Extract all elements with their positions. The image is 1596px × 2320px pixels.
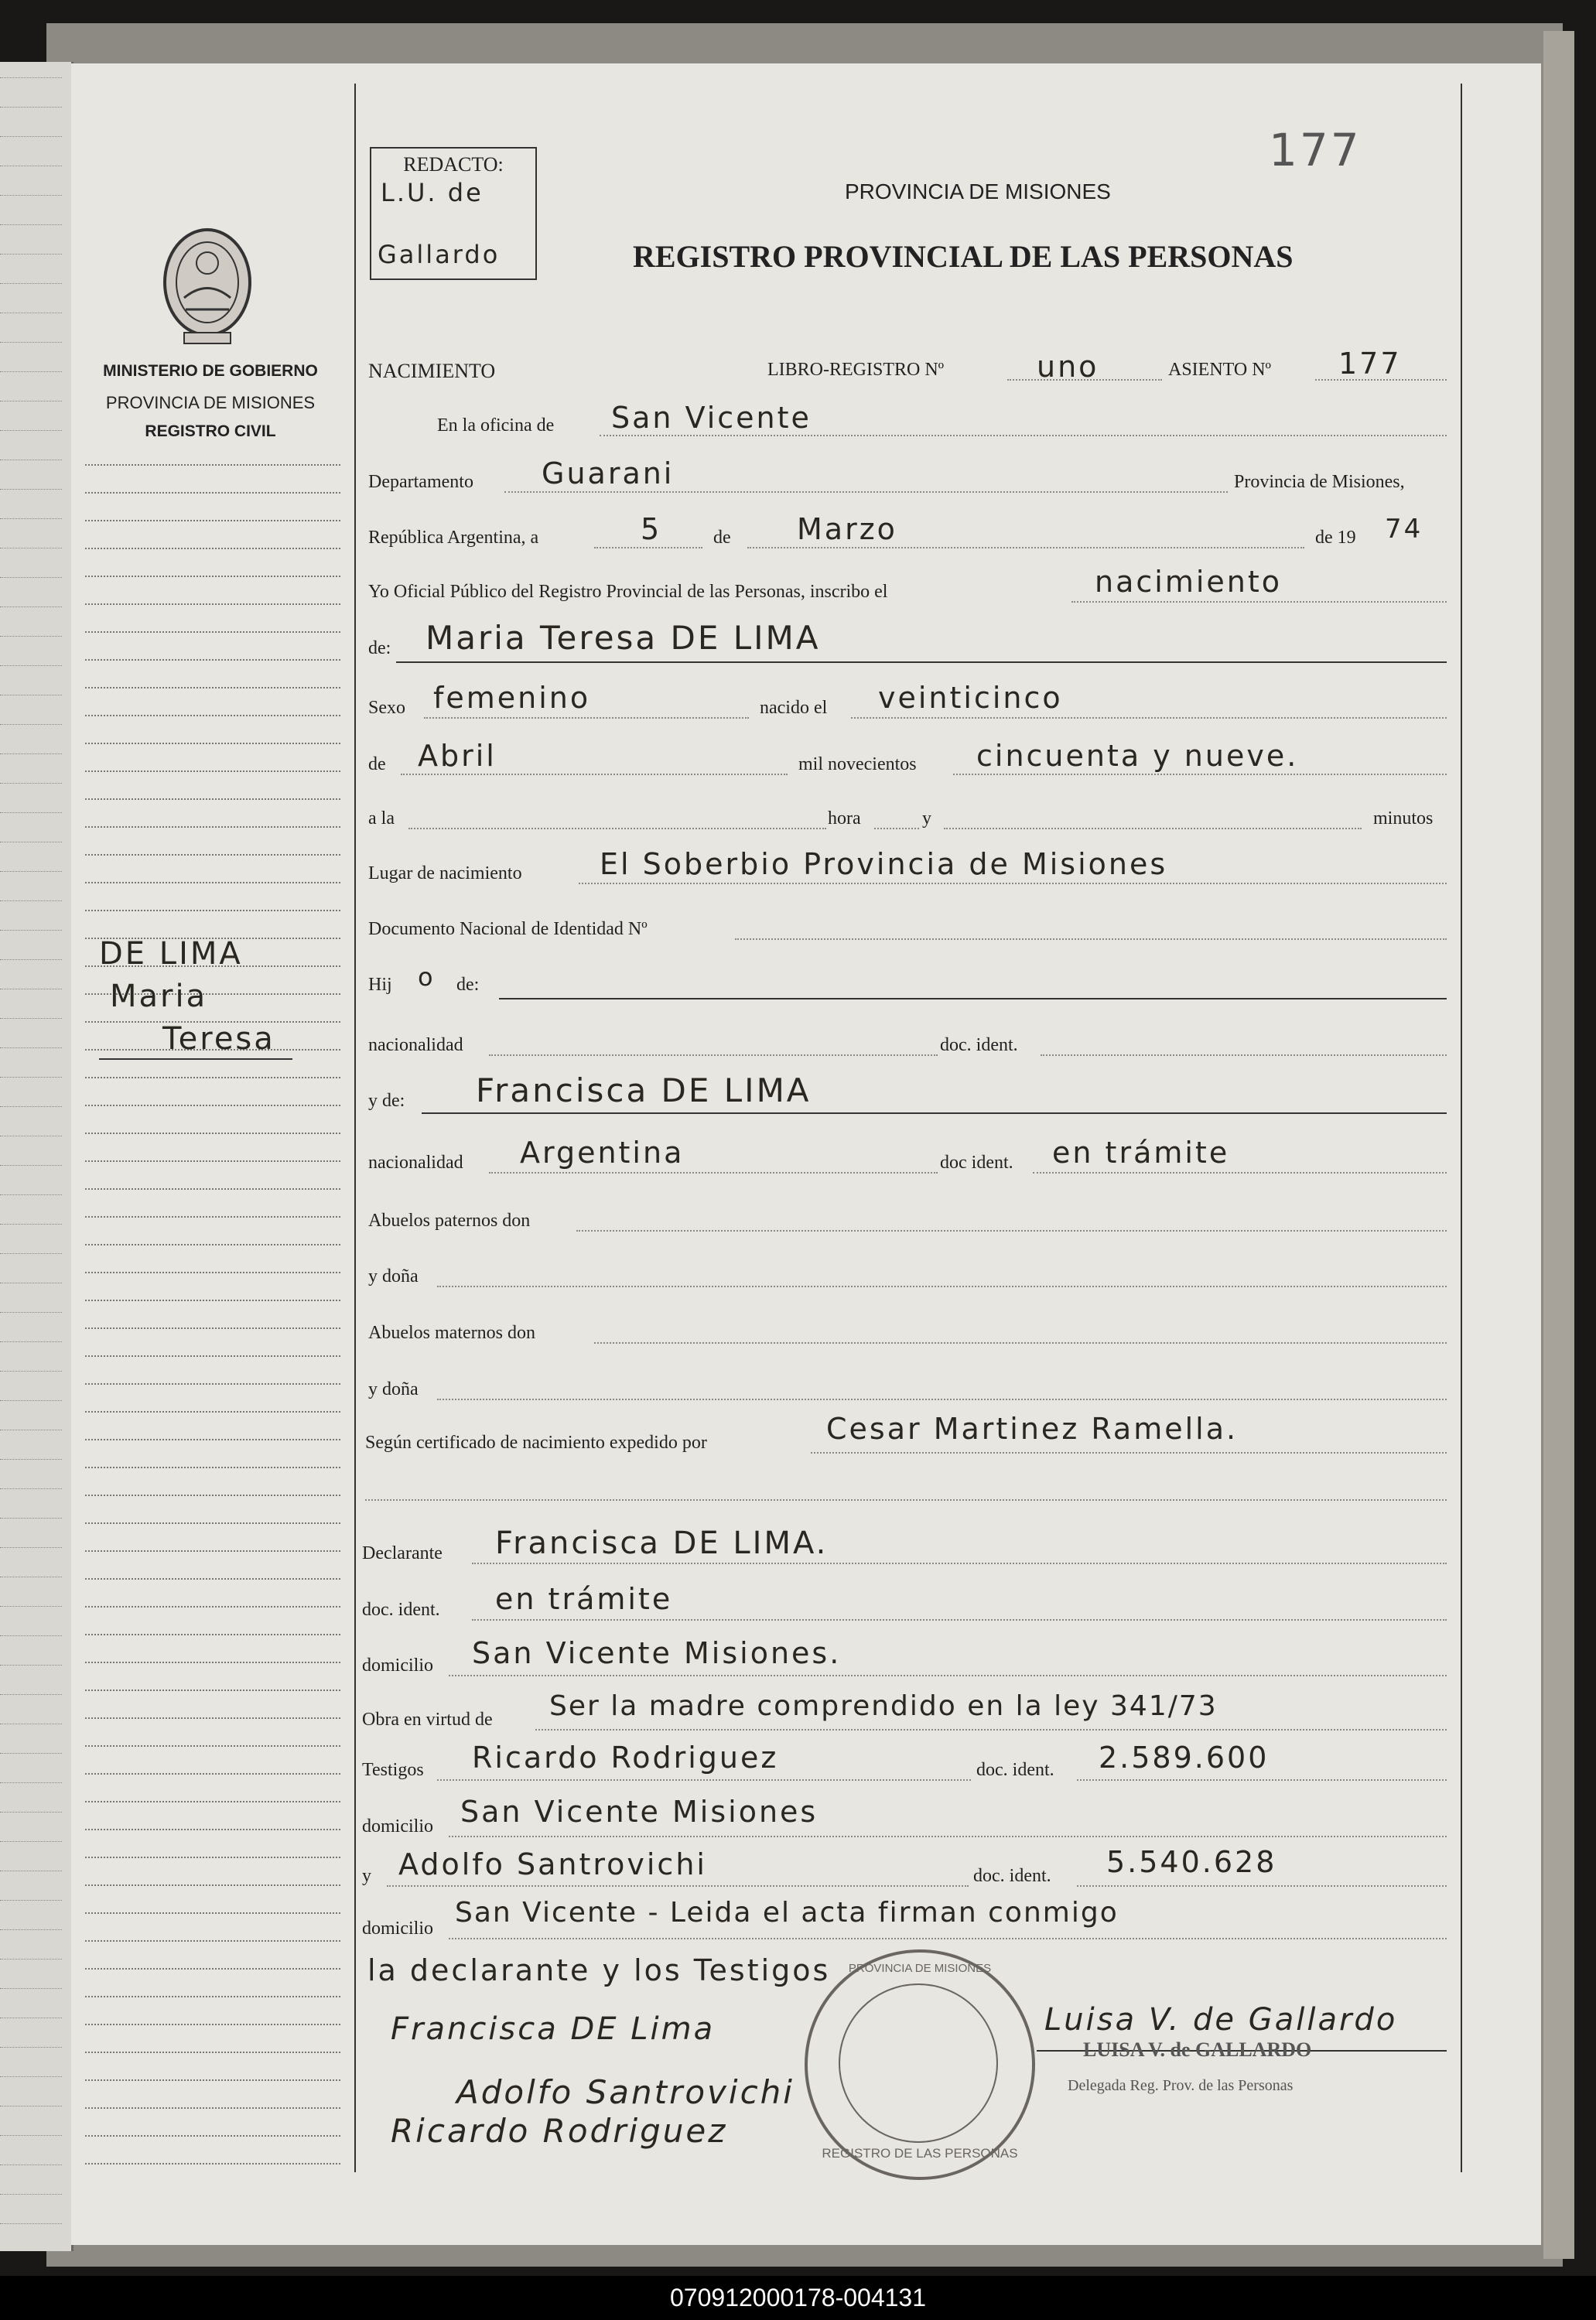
margin-ruled-line [85,1077,340,1078]
margin-ruled-line [85,1300,340,1301]
record-type: NACIMIENTO [368,360,496,382]
oficial-printed-title: Delegada Reg. Prov. de las Personas [1068,2077,1294,2094]
margin-ruled-line [85,464,340,466]
obra-label: Obra en virtud de [362,1710,493,1730]
sexo-label: Sexo [368,698,405,718]
redacto-label: REDACTO: [403,153,504,176]
nac1-label: nacionalidad [368,1035,463,1055]
docident1-line [1041,1054,1447,1056]
facing-ruled-line [0,636,62,637]
facing-ruled-line [0,1165,62,1166]
facing-ruled-line [0,900,62,901]
margin-ruled-line [85,1884,340,1886]
sexo-line [424,717,749,719]
province-heading: PROVINCIA DE MISIONES [845,179,1111,203]
facing-ruled-line [0,1371,62,1372]
facing-ruled-line [0,1459,62,1460]
year2-value: cincuenta y nueve. [976,739,1299,773]
inscribo-value: nacimiento [1095,565,1283,599]
nac1-line [489,1054,938,1056]
lugar-line [579,883,1447,884]
lugar-value: El Soberbio Provincia de Misiones [600,847,1168,881]
margin-ruled-line [85,715,340,716]
right-rule [1461,84,1462,2172]
page-title: REGISTRO PROVINCIAL DE LAS PERSONAS [633,239,1294,274]
margin-ruled-line [85,631,340,633]
facing-ruled-line [0,1047,62,1048]
testigo2-line [387,1885,969,1887]
facing-ruled-line [0,283,62,284]
facing-ruled-line [0,606,62,607]
facing-ruled-line [0,1488,62,1489]
year2-line [953,774,1447,775]
margin-ruled-line [85,1801,340,1802]
continuation-line: la declarante y los Testigos [367,1953,831,1987]
signature-testigo2: Adolfo Santrovichi [456,2073,795,2111]
facing-ruled-line [0,224,62,225]
ala-label: a la [368,808,395,829]
margin-ruled-line [85,1717,340,1719]
libro-label: LIBRO-REGISTRO Nº [767,360,945,380]
facing-ruled-line [0,1312,62,1313]
margin-ruled-line [85,687,340,688]
docident4-label: doc. ident. [976,1760,1054,1780]
margin-ruled-line [85,1383,340,1385]
nac2-label: nacionalidad [368,1153,463,1173]
inscribo-label: Yo Oficial Público del Registro Provincial de las Personas, inscribo el [368,582,888,602]
margin-ruled-line [85,603,340,605]
margin-ruled-line [85,1522,340,1524]
y-label: y [922,808,931,829]
nacido-value: veinticinco [878,681,1063,715]
ministry-line1: MINISTERIO DE GOBIERNO [103,362,318,380]
facing-ruled-line [0,342,62,343]
madre-line [422,1112,1447,1114]
margin-ruled-line [85,1188,340,1190]
hora-label: hora [828,808,861,829]
margin-ruled-line [85,1690,340,1691]
margin-ruled-line [85,798,340,800]
facing-ruled-line [0,518,62,519]
asiento-label: ASIENTO Nº [1168,360,1271,380]
departamento-label: Departamento [368,472,473,492]
margin-ruled-line [85,1634,340,1635]
margin-ruled-line [85,1272,340,1273]
margin-ruled-line [85,743,340,744]
facing-ruled-line [0,1253,62,1254]
docident5-line [1077,1885,1447,1887]
year-value: 74 [1385,514,1423,545]
facing-ruled-line [0,1077,62,1078]
testigo1-line [437,1779,971,1781]
inscribo-line [1071,601,1447,603]
declarante-value: Francisca DE LIMA. [495,1526,829,1561]
minutos-line [944,828,1362,829]
facing-ruled-line [0,1606,62,1607]
docident2-value: en trámite [1052,1136,1230,1170]
margin-ruled-line [85,854,340,856]
obra-line [535,1729,1447,1731]
signature-oficial: Luisa V. de Gallardo [1044,2002,1398,2038]
margin-ruled-line [85,1216,340,1218]
margin-ruled-line [85,1495,340,1496]
facing-ruled-line [0,1547,62,1548]
month-line [747,547,1304,548]
hijo-label: Hij [368,975,392,995]
declarante-label: Declarante [362,1543,443,1563]
abpat-line [576,1230,1447,1232]
margin-ruled-line [85,1829,340,1830]
margin-surname: DE LIMA [99,936,243,972]
registry-seal [805,1949,1035,2180]
ydona2-label: y doña [368,1379,419,1399]
facing-ruled-line [0,2076,62,2077]
facing-ruled-line [0,430,62,431]
nac2-value: Argentina [520,1136,685,1170]
ydona2-line [437,1399,1447,1400]
margin-ruled-line [85,1244,340,1245]
facing-ruled-line [0,1400,62,1401]
margin-ruled-line [85,1355,340,1357]
padre-line [499,998,1447,999]
margin-ruled-line [85,1439,340,1440]
asiento-value: 177 [1338,347,1402,381]
domicilio1-value: San Vicente Misiones. [472,1636,842,1670]
name-de-label: de: [368,638,391,658]
lugar-label: Lugar de nacimiento [368,863,522,883]
madre-value: Francisca DE LIMA [476,1071,812,1109]
domicilio3-label: domicilio [362,1919,433,1939]
ydona1-label: y doña [368,1266,419,1286]
hijo-suffix: o [418,962,436,992]
domicilio2-label: domicilio [362,1816,433,1837]
domicilio3-value: San Vicente - Leida el acta firman conmigo [455,1897,1119,1929]
minutos-label: minutos [1373,808,1434,829]
facing-ruled-line [0,254,62,255]
domicilio2-line [449,1836,1447,1837]
ministry-line3: REGISTRO CIVIL [145,422,276,440]
abpat-label: Abuelos paternos don [368,1211,531,1231]
docident5-label: doc. ident. [973,1866,1051,1886]
coat-of-arms-icon [161,224,254,348]
oficina-label: En la oficina de [437,415,555,436]
margin-ruled-line [85,2024,340,2025]
docident3-value: en trámite [495,1582,673,1616]
docident4-value: 2.589.600 [1099,1741,1270,1775]
facing-ruled-line [0,489,62,490]
domicilio2-value: San Vicente Misiones [460,1795,819,1829]
margin-ruled-line [85,1327,340,1329]
oficial-printed-name: LUISA V. de GALLARDO [1083,2038,1312,2061]
facing-ruled-line [0,1018,62,1019]
facing-ruled-line [0,1929,62,1930]
testigo1-value: Ricardo Rodriguez [472,1741,779,1775]
facing-ruled-line [0,1665,62,1666]
nac2-line [489,1172,938,1174]
facing-ruled-line [0,1518,62,1519]
de3-label: de [368,754,386,774]
sexo-value: femenino [433,681,591,715]
margin-name-underline [99,1058,292,1060]
margin-ruled-line [85,2163,340,2165]
facing-ruled-line [0,2047,62,2048]
provincia-label: Provincia de Misiones, [1234,472,1405,492]
margin-ruled-line [85,1578,340,1580]
margin-ruled-line [85,2135,340,2137]
facing-ruled-line [0,2223,62,2224]
margin-ruled-line [85,1105,340,1106]
margin-ruled-line [85,1467,340,1468]
dni-line [735,938,1447,940]
margin-ruled-line [85,1996,340,1997]
docident2-label: doc ident. [940,1153,1013,1173]
margin-ruled-line [85,1662,340,1663]
facing-ruled-line [0,577,62,578]
nacido-line [851,717,1447,719]
margin-ruled-line [85,770,340,772]
departamento-value: Guarani [542,456,675,490]
facing-ruled-line [0,371,62,372]
republica-label: República Argentina, a [368,528,539,548]
abmat-label: Abuelos maternos don [368,1323,535,1343]
book-edge [1543,31,1574,2259]
margin-ruled-line [85,826,340,828]
dni-label: Documento Nacional de Identidad Nº [368,919,648,939]
facing-ruled-line [0,1812,62,1813]
month-value: Marzo [797,512,897,546]
docident5-value: 5.540.628 [1106,1845,1277,1879]
sheet-number: 177 [1269,124,1362,176]
facing-ruled-line [0,136,62,137]
facing-ruled-line [0,1959,62,1960]
yde-label: y de: [368,1091,405,1111]
facing-ruled-line [0,1782,62,1783]
docident4-line [1077,1779,1447,1781]
facing-ruled-line [0,753,62,754]
ydona1-line [437,1286,1447,1287]
margin-ruled-line [85,520,340,521]
facing-ruled-line [0,195,62,196]
redacto-hand2: Gallardo [378,240,501,269]
hora2-line [874,828,919,829]
margin-ruled-line [85,492,340,494]
seal-text-top: PROVINCIA DE MISIONES [848,1962,992,1975]
month2-line [401,774,788,775]
departamento-line [504,491,1228,493]
day-line [594,547,702,548]
cert-label: Según certificado de nacimiento expedido por [365,1433,707,1453]
margin-ruled-line [85,882,340,883]
redacto-hand1: L.U. de [381,178,484,207]
facing-ruled-line [0,1694,62,1695]
day-value: 5 [641,512,662,546]
facing-ruled-line [0,812,62,813]
facing-ruled-line [0,1753,62,1754]
facing-ruled-line [0,1341,62,1342]
hijo-de-label: de: [456,975,480,995]
facing-ruled-line [0,1194,62,1195]
facing-ruled-line [0,871,62,872]
facing-ruled-line [0,724,62,725]
domicilio1-line [449,1675,1447,1676]
oficina-value: San Vicente [611,401,812,435]
facing-ruled-line [0,665,62,666]
margin-ruled-line [85,2107,340,2109]
libro-value: uno [1037,350,1099,384]
margin-ruled-line [85,1857,340,1858]
obra-value: Ser la madre comprendido en la ley 341/73 [549,1690,1218,1722]
facing-ruled-line [0,959,62,960]
hora-line [408,828,826,829]
nacido-label: nacido el [760,698,828,718]
docident3-label: doc. ident. [362,1600,440,1620]
margin-ruled-line [85,1773,340,1775]
docident2-line [1033,1172,1447,1174]
domicilio1-label: domicilio [362,1655,433,1676]
facing-ruled-line [0,77,62,78]
facing-ruled-line [0,1106,62,1107]
name-value: Maria Teresa DE LIMA [425,619,821,657]
margin-given1: Maria [110,979,208,1014]
signature-declarante: Francisca DE Lima [391,2011,716,2047]
margin-ruled-line [85,1912,340,1914]
margin-ruled-line [85,2079,340,2081]
facing-page [0,62,73,2251]
facing-ruled-line [0,2135,62,2136]
margin-ruled-line [85,1940,340,1942]
name-line [396,661,1447,663]
margin-rule [354,84,356,2172]
year-label: de 19 [1315,528,1356,548]
margin-ruled-line [85,1968,340,1970]
declarante-line [472,1563,1447,1564]
seal-text-bottom: REGISTRO DE LAS PERSONAS [822,2146,1018,2161]
archive-id-bar [0,2276,1596,2320]
facing-ruled-line [0,107,62,108]
testigos-label: Testigos [362,1760,424,1780]
redacto-box [370,147,537,280]
margin-ruled-line [85,1606,340,1608]
cert-line2 [365,1499,1447,1501]
facing-ruled-line [0,2194,62,2195]
oficina-line [600,435,1447,436]
margin-ruled-line [85,1160,340,1162]
docident1-label: doc. ident. [940,1035,1018,1055]
facing-ruled-line [0,1635,62,1636]
margin-ruled-line [85,548,340,549]
ministry-line2: PROVINCIA DE MISIONES [105,393,316,412]
docident3-line [472,1619,1447,1621]
margin-given2: Teresa [162,1021,275,1057]
de-label: de [713,528,731,548]
facing-ruled-line [0,1224,62,1225]
abmat-line [594,1342,1447,1344]
facing-ruled-line [0,1841,62,1842]
margin-ruled-line [85,1411,340,1413]
archive-id: 070912000178-004131 [670,2284,926,2311]
cert-value: Cesar Martinez Ramella. [826,1412,1239,1446]
margin-ruled-line [85,1550,340,1552]
y2-label: y [362,1866,371,1886]
margin-ruled-line [85,1745,340,1747]
domicilio3-line [449,1938,1447,1939]
facing-ruled-line [0,783,62,784]
margin-ruled-line [85,576,340,577]
month2-value: Abril [418,739,497,773]
facing-ruled-line [0,1900,62,1901]
margin-ruled-line [85,2052,340,2053]
signature-testigo1: Ricardo Rodriguez [391,2112,728,2150]
mil-label: mil novecientos [798,754,917,774]
cert-line [811,1452,1447,1454]
facing-ruled-line [0,1988,62,1989]
margin-ruled-line [85,1133,340,1134]
margin-ruled-line [85,910,340,911]
margin-ruled-line [85,659,340,661]
testigo2-value: Adolfo Santrovichi [398,1847,707,1881]
facing-ruled-line [0,930,62,931]
